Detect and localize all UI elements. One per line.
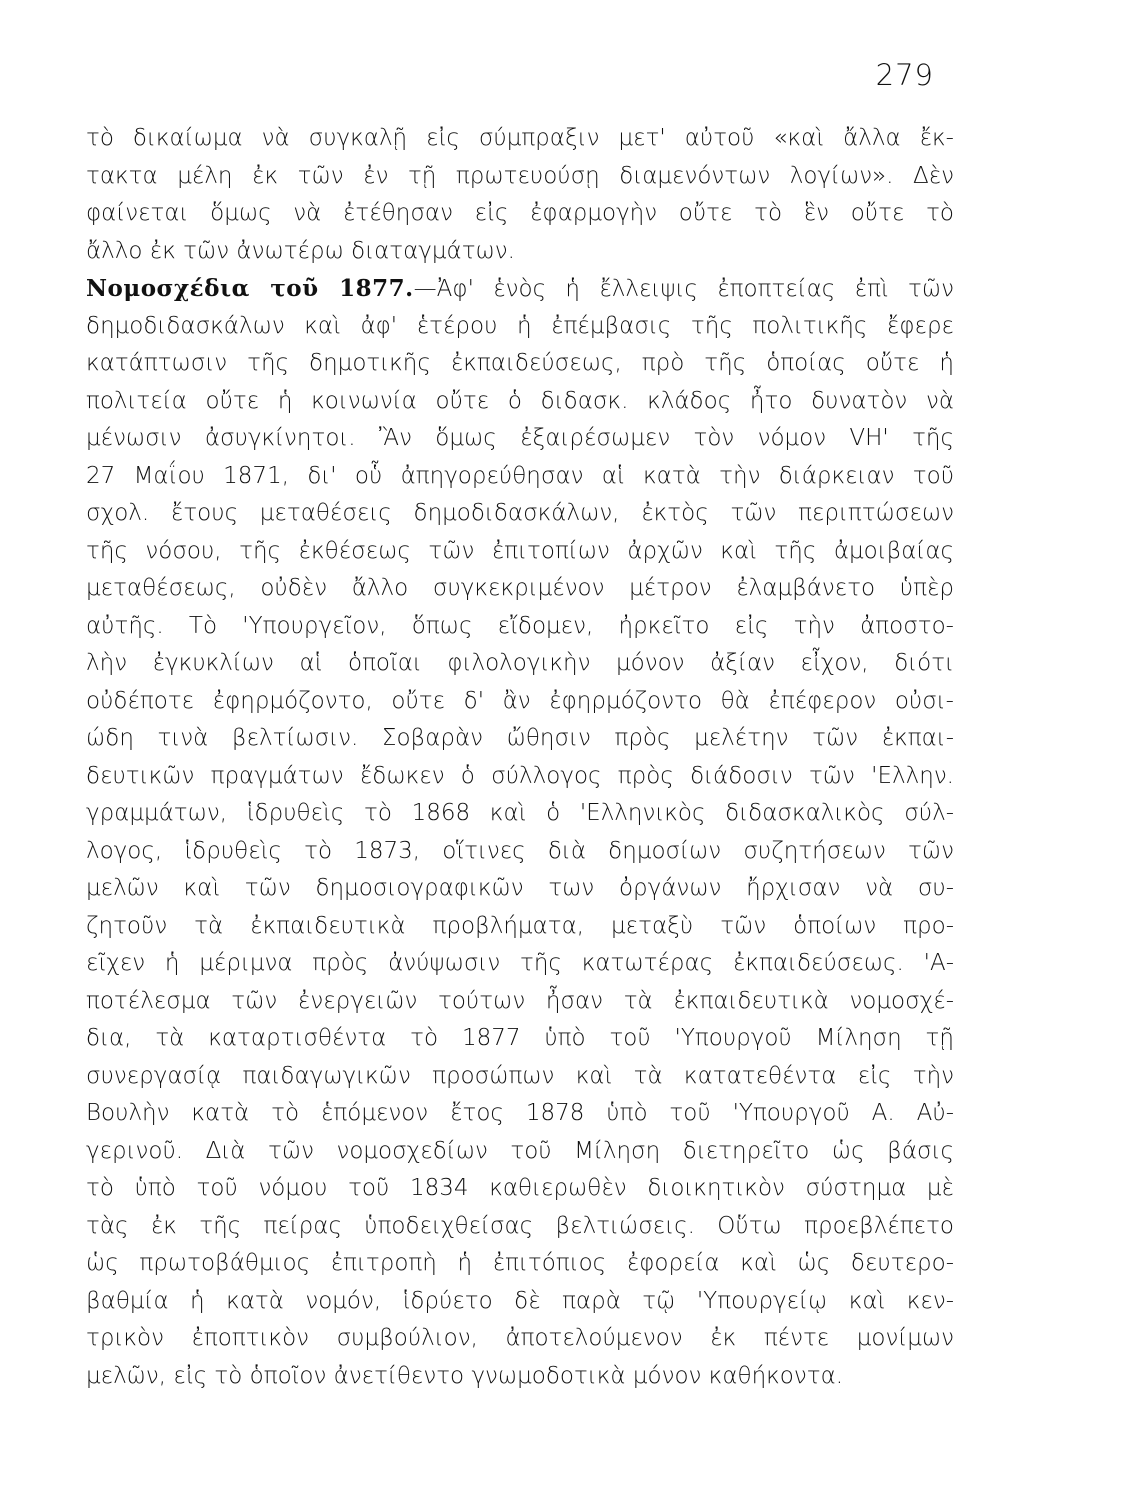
text-line: τῆς νόσου, τῆς ἐκθέσεως τῶν ἐπιτοπίων ἀρχῶν καὶ τῆς ἀμοιβαίας — [86, 537, 954, 564]
text-line: ώδη τινὰ βελτίωσιν. Σοβαρὰν ὤθησιν πρὸς μελέτην τῶν ἐκπαι- — [86, 725, 954, 751]
text-line: ποτέλεσμα τῶν ἐνεργειῶν τούτων ἦσαν τὰ ἐκπαιδευτικὰ νομοσχέ- — [86, 987, 954, 1014]
text-line: δημοδιδασκάλων καὶ ἀφ' ἑτέρου ἡ ἐπέμβασις τῆς πολιτικῆς ἔφερε — [86, 312, 954, 339]
text-line: τρικὸν ἐποπτικὸν συμβούλιον, ἀποτελούμενον ἐκ πέντε μονίμων — [86, 1325, 954, 1351]
text-line: γραμμάτων, ἱδρυθεὶς τὸ 1868 καὶ ὁ 'Ελληνικὸς διδασκαλικὸς σύλ- — [86, 800, 954, 826]
section-heading: Νομοσχέδια τοῦ 1877. — [86, 275, 414, 302]
page-number: 279 — [875, 58, 934, 92]
text-line: λὴν ἐγκυκλίων αἱ ὁποῖαι φιλολογικὴν μόνον ἀξίαν εἶχον, διότι — [86, 650, 954, 676]
text-line-fragment: —Ἀφ' ἑνὸς ἡ ἔλλειψις ἐποπτείας ἐπὶ τῶν — [413, 276, 954, 302]
text-line: τὰς ἐκ τῆς πείρας ὑποδειχθείσας βελτιώσεις. Οὕτω προεβλέπετο — [86, 1212, 954, 1239]
text-line: τακτα μέλη ἐκ τῶν ἐν τῇ πρωτευούσῃ διαμενόντων λογίων». Δὲν — [86, 162, 954, 189]
text-line: γερινοῦ. Διὰ τῶν νομοσχεδίων τοῦ Μίληση διετηρεῖτο ὡς βάσις — [86, 1137, 954, 1164]
text-line: συνεργασίᾳ παιδαγωγικῶν προσώπων καὶ τὰ κατατεθέντα εἰς τὴν — [86, 1062, 954, 1089]
text-line: 27 Μαΐου 1871, δι' οὗ ἀπηγορεύθησαν αἱ κατὰ τὴν διάρκειαν τοῦ — [86, 462, 954, 489]
text-line: δευτικῶν πραγμάτων ἔδωκεν ὁ σύλλογος πρὸς διάδοσιν τῶν 'Ελλην. — [86, 762, 954, 789]
body-text — [86, 120, 954, 1395]
text-line: τὸ ὑπὸ τοῦ νόμου τοῦ 1834 καθιερωθὲν διοικητικὸν σύστημα μὲ — [86, 1175, 954, 1201]
text-line: μελῶν καὶ τῶν δημοσιογραφικῶν των ὀργάνων ἤρχισαν νὰ συ- — [86, 875, 954, 901]
text-line: μελῶν, εἰς τὸ ὁποῖον ἀνετίθεντο γνωμοδοτικὰ μόνον καθήκοντα. — [86, 1362, 844, 1389]
text-line: μεταθέσεως, οὐδὲν ἄλλο συγκεκριμένον μέτρον ἐλαμβάνετο ὑπὲρ — [86, 575, 954, 601]
text-line: βαθμία ἡ κατὰ νομόν, ἱδρύετο δὲ παρὰ τῷ 'Υπουργείῳ καὶ κεν- — [86, 1287, 954, 1314]
text-line: σχολ. ἔτους μεταθέσεις δημοδιδασκάλων, ἐκτὸς τῶν περιπτώσεων — [86, 500, 954, 526]
text-line: τὸ δικαίωμα νὰ συγκαλῇ εἰς σύμπραξιν μετ' αὐτοῦ «καὶ ἄλλα ἔκ- — [86, 125, 954, 151]
text-line: Βουλὴν κατὰ τὸ ἑπόμενον ἔτος 1878 ὑπὸ τοῦ 'Υπουργοῦ Α. Αὐ- — [86, 1100, 954, 1126]
text-line: πολιτεία οὔτε ἡ κοινωνία οὔτε ὁ διδασκ. κλάδος ἦτο δυνατὸν νὰ — [86, 387, 954, 414]
text-line: κατάπτωσιν τῆς δημοτικῆς ἐκπαιδεύσεως, πρὸ τῆς ὁποίας οὔτε ἡ — [86, 350, 954, 376]
text-line: φαίνεται ὅμως νὰ ἐτέθησαν εἰς ἐφαρμογὴν οὔτε τὸ ἓν οὔτε τὸ — [86, 200, 954, 226]
text-line: ζητοῦν τὰ ἐκπαιδευτικὰ προβλήματα, μεταξὺ τῶν ὁποίων προ- — [86, 912, 954, 939]
text-line: ἄλλο ἐκ τῶν ἀνωτέρω διαταγμάτων. — [86, 237, 515, 264]
text-line: οὐδέποτε ἐφηρμόζοντο, οὔτε δ' ἂν ἐφηρμόζοντο θὰ ἐπέφερον οὐσι- — [86, 687, 954, 714]
text-line: μένωσιν ἀσυγκίνητοι. Ἂν ὅμως ἐξαιρέσωμεν τὸν νόμον VH' τῆς — [86, 425, 954, 451]
text-line: αὐτῆς. Τὸ 'Υπουργεῖον, ὅπως εἴδομεν, ἠρκεῖτο εἰς τὴν ἀποστο- — [86, 612, 954, 639]
text-line: δια, τὰ καταρτισθέντα τὸ 1877 ὑπὸ τοῦ 'Υπουργοῦ Μίληση τῇ — [86, 1025, 954, 1051]
text-line: ὡς πρωτοβάθμιος ἐπιτροπὴ ἡ ἐπιτόπιος ἐφορεία καὶ ὡς δευτερο- — [86, 1250, 954, 1276]
text-line: λογος, ἱδρυθεὶς τὸ 1873, οἵτινες διὰ δημοσίων συζητήσεων τῶν — [86, 837, 954, 864]
text-line: εῖχεν ἡ μέριμνα πρὸς ἀνύψωσιν τῆς κατωτέρας ἐκπαιδεύσεως. 'Α- — [86, 950, 954, 976]
section-heading-line — [86, 270, 954, 308]
